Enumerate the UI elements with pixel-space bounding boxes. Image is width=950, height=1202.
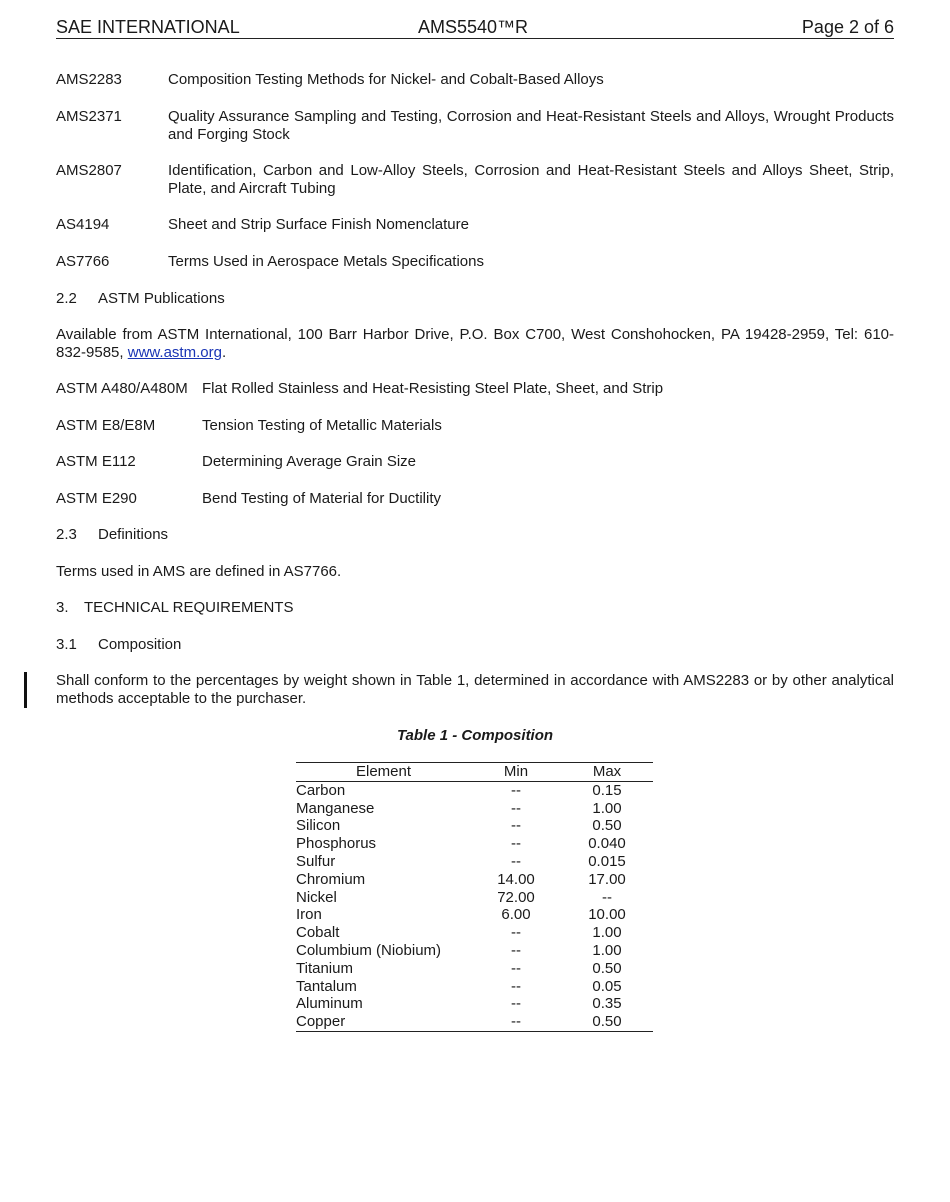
astm-ref-title: Bend Testing of Material for Ductility	[202, 490, 441, 507]
astm-ref-title: Determining Average Grain Size	[202, 453, 416, 470]
max-cell: 0.35	[592, 995, 622, 1013]
table-row	[296, 800, 653, 818]
astm-ref-code: ASTM E112	[56, 453, 136, 470]
element-cell: Copper	[296, 1013, 471, 1031]
astm-ref-code: ASTM A480/A480M	[56, 380, 188, 397]
max-cell: 0.15	[592, 781, 622, 799]
definitions-text: Terms used in AMS are defined in AS7766.	[56, 563, 342, 580]
min-cell: --	[511, 817, 521, 835]
table-row	[296, 924, 653, 942]
astm-availability-end: .	[221, 344, 227, 361]
ref-code: AMS2283	[56, 71, 122, 88]
astm-link[interactable]: www.astm.org	[127, 344, 222, 361]
section-number: 3.	[56, 599, 69, 616]
max-cell: 10.00	[588, 906, 626, 924]
table-row	[296, 995, 653, 1013]
element-cell: Carbon	[296, 781, 346, 799]
table-row	[296, 1013, 653, 1031]
ref-title: Sheet and Strip Surface Finish Nomenclature	[168, 216, 469, 233]
ref-code: AMS2807	[56, 162, 122, 179]
element-cell: Nickel	[296, 888, 337, 906]
element-cell: Silicon	[296, 817, 341, 835]
table-title: Table 1 - Composition	[396, 727, 554, 744]
min-cell: --	[511, 799, 521, 817]
section-title: TECHNICAL REQUIREMENTS	[84, 599, 294, 616]
header-doc-number: AMS5540™R	[418, 17, 529, 37]
astm-ref-code: ASTM E8/E8M	[56, 417, 156, 434]
astm-ref-title: Flat Rolled Stainless and Heat-Resisting Steel Plate, Sheet, and Strip	[202, 380, 664, 397]
header-org: SAE INTERNATIONAL	[56, 17, 240, 37]
min-cell: --	[511, 781, 521, 799]
element-cell: Tantalum	[296, 977, 357, 995]
table-row	[296, 942, 653, 960]
element-cell: Titanium	[296, 959, 353, 977]
max-cell: --	[602, 888, 612, 906]
max-cell: 0.05	[592, 977, 622, 995]
ref-code: AMS2371	[56, 108, 122, 125]
header-min: Min	[471, 763, 561, 782]
ref-title: Terms Used in Aerospace Metals Specifications	[168, 253, 484, 270]
min-cell: --	[511, 852, 521, 870]
element-cell: Manganese	[296, 799, 375, 817]
min-cell: 6.00	[501, 906, 531, 924]
section-number: 2.3	[56, 526, 77, 543]
element-cell: Sulfur	[296, 852, 336, 870]
element-cell: Aluminum	[296, 995, 363, 1013]
max-cell: 0.50	[561, 1013, 653, 1031]
ref-code: AS4194	[56, 216, 110, 233]
revision-change-bar	[24, 672, 27, 708]
min-cell: 14.00	[497, 870, 535, 888]
table-row	[296, 960, 653, 978]
astm-availability-text: Available from ASTM International, 100 Barr Harbor Drive, P.O. Box C700, West Conshohocken, PA 19428-2959, Tel: 610-832-9585,	[56, 326, 894, 361]
table-row	[296, 889, 653, 907]
element-cell: Phosphorus	[296, 835, 377, 853]
max-cell: 0.50	[592, 817, 622, 835]
ref-title: Quality Assurance Sampling and Testing, Corrosion and Heat-Resistant Steels and Alloys, Wrought Products and Forging Stock	[168, 108, 894, 143]
composition-table	[296, 762, 653, 1032]
element-cell: Iron	[296, 906, 322, 924]
max-cell: 17.00	[588, 870, 626, 888]
ref-title: Identification, Carbon and Low-Alloy Steels, Corrosion and Heat-Resistant Steels and Alloys Sheet, Strip, Plate, and Aircraft Tubing	[168, 162, 894, 197]
header-max: Max	[561, 763, 653, 782]
astm-ref-title: Tension Testing of Metallic Materials	[202, 417, 442, 434]
min-cell: --	[511, 924, 521, 942]
ref-code: AS7766	[56, 253, 110, 270]
header-page-number: Page 2 of 6	[801, 17, 894, 37]
section-title: Definitions	[98, 526, 169, 543]
table-body	[296, 781, 653, 1031]
element-cell: Chromium	[296, 870, 366, 888]
table-header-row	[296, 763, 653, 782]
table-row	[296, 781, 653, 799]
max-cell: 0.015	[588, 852, 626, 870]
composition-text: Shall conform to the percentages by weight shown in Table 1, determined in accordance with AMS2283 or by other analytical methods acceptable to the purchaser.	[56, 672, 894, 707]
min-cell: 72.00	[497, 888, 535, 906]
table-row	[296, 978, 653, 996]
section-title: ASTM Publications	[98, 290, 225, 307]
max-cell: 1.00	[592, 941, 622, 959]
min-cell: --	[471, 1013, 561, 1031]
table-row	[296, 853, 653, 871]
element-cell: Cobalt	[296, 924, 340, 942]
table-row	[296, 871, 653, 889]
astm-availability	[56, 326, 894, 362]
max-cell: 1.00	[592, 799, 622, 817]
section-title: Composition	[98, 636, 182, 653]
min-cell: --	[511, 959, 521, 977]
section-number: 3.1	[56, 636, 77, 653]
table-row	[296, 817, 653, 835]
min-cell: --	[511, 995, 521, 1013]
max-cell: 0.040	[588, 835, 626, 853]
max-cell: 0.50	[592, 959, 622, 977]
min-cell: --	[511, 835, 521, 853]
page-header	[56, 16, 894, 39]
max-cell: 1.00	[592, 924, 622, 942]
min-cell: --	[511, 941, 521, 959]
ref-title: Composition Testing Methods for Nickel- and Cobalt-Based Alloys	[168, 71, 604, 88]
table-row	[296, 835, 653, 853]
element-cell: Columbium (Niobium)	[296, 941, 442, 959]
header-element: Element	[296, 763, 471, 782]
astm-ref-code: ASTM E290	[56, 490, 137, 507]
min-cell: --	[511, 977, 521, 995]
section-number: 2.2	[56, 290, 77, 307]
table-row	[296, 906, 653, 924]
